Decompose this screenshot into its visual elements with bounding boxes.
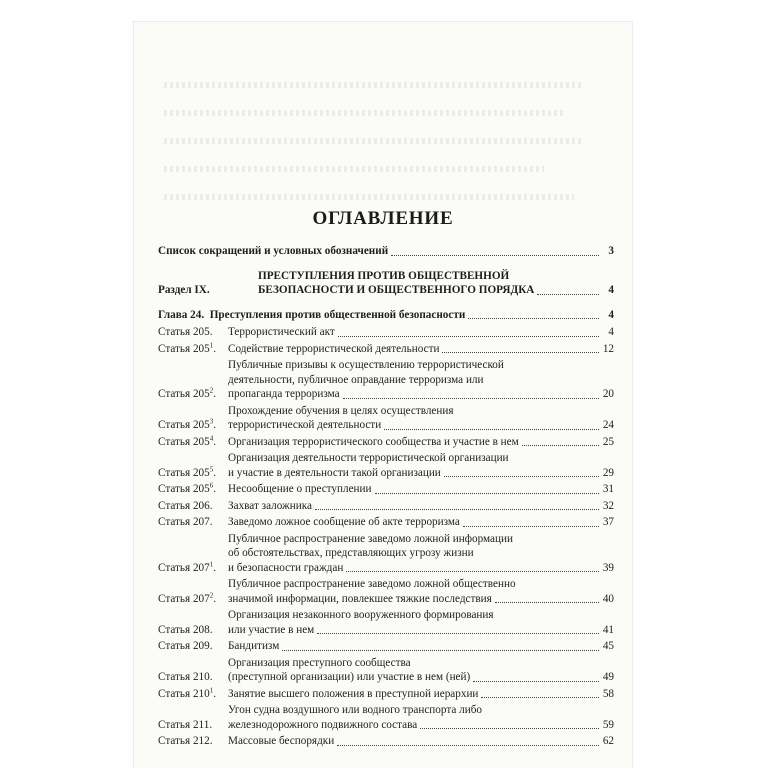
article-word: Статья: [158, 499, 191, 512]
page-number: 25: [602, 435, 614, 448]
toc-entry-article[interactable]: [158, 404, 614, 433]
article-label: [158, 499, 228, 514]
leader-dots: [346, 571, 599, 572]
article-label: [158, 670, 228, 685]
article-title-line: Организация деятельности террористической организации: [228, 452, 509, 464]
article-word: Статья: [158, 671, 191, 683]
leader-dots: [522, 445, 599, 446]
toc-entry-article[interactable]: [158, 499, 614, 514]
article-superscript: 3: [209, 417, 214, 426]
page-number: 32: [602, 499, 614, 512]
page-number: 3: [608, 245, 614, 257]
page-number: 24: [602, 419, 614, 431]
leader-dots: [444, 476, 599, 477]
book-page: [134, 22, 632, 768]
article-number-dot: .: [213, 687, 217, 700]
article-number: 205: [192, 388, 210, 400]
article-title-line: (преступной организации) или участие в нем (ней): [228, 671, 471, 683]
leader-dots: [473, 681, 599, 682]
toc-entry-article[interactable]: [158, 435, 614, 450]
article-word: Статья: [158, 388, 191, 400]
page-number: 45: [602, 640, 614, 652]
section-title-line: БЕЗОПАСНОСТИ И ОБЩЕСТВЕННОГО ПОРЯДКА: [258, 284, 535, 296]
section-title-line: ПРЕСТУПЛЕНИЯ ПРОТИВ ОБЩЕСТВЕННОЙ: [258, 269, 510, 282]
article-word: Статья: [158, 561, 191, 574]
article-label: [158, 435, 228, 450]
article-number: 205: [192, 466, 210, 479]
article-title-line: Публичное распространение заведомо ложной информации: [228, 532, 513, 545]
article-label: [158, 718, 228, 733]
toc-entry-article[interactable]: [158, 358, 614, 402]
article-number: 205.: [192, 326, 213, 338]
article-title-line: пропаганда терроризма: [228, 388, 340, 400]
toc-entry-article[interactable]: [158, 687, 614, 702]
article-word: Статья: [158, 342, 191, 355]
leader-dots: [343, 398, 599, 399]
article-superscript: 2: [209, 590, 214, 599]
article-number: 210: [192, 687, 210, 700]
article-label: [158, 515, 228, 530]
article-label: [158, 592, 228, 607]
article-word: Статья: [158, 735, 191, 747]
page-number: 4: [608, 308, 614, 321]
article-superscript: 2: [209, 386, 214, 395]
article-superscript: 1: [209, 559, 214, 568]
article-title-line: и безопасности граждан: [228, 561, 344, 574]
toc-entry-abbreviations[interactable]: [158, 244, 614, 259]
page-number: 59: [602, 718, 614, 731]
article-label: [158, 482, 228, 497]
article-word: Статья: [158, 326, 191, 338]
article-superscript: 1: [209, 340, 214, 349]
article-title-line: Несообщение о преступлении: [228, 483, 372, 495]
leader-dots: [337, 745, 599, 746]
toc-entry-chapter[interactable]: [158, 308, 614, 323]
article-superscript: 6: [209, 481, 214, 490]
article-number: 211.: [192, 718, 213, 731]
article-word: Статья: [158, 435, 191, 448]
toc-entry-article[interactable]: [158, 532, 614, 576]
article-word: Статья: [158, 687, 191, 700]
page-number: 62: [602, 735, 614, 747]
article-number-dot: .: [213, 419, 217, 431]
article-word: Статья: [158, 718, 191, 731]
article-number-dot: .: [213, 561, 217, 574]
article-title-line: Публичное распространение заведомо ложной общественно: [228, 578, 516, 590]
article-number-dot: .: [213, 435, 217, 448]
article-superscript: 4: [209, 433, 214, 442]
article-list: [158, 325, 614, 749]
article-label: [158, 466, 228, 481]
article-label: [158, 561, 228, 576]
page-number: 49: [602, 671, 614, 683]
article-number: 208.: [192, 623, 213, 636]
toc-entry-text: Список сокращений и условных обозначений: [158, 245, 389, 257]
toc-entry-article[interactable]: [158, 703, 614, 732]
article-number: 209.: [192, 640, 213, 652]
page-number: 39: [602, 561, 614, 574]
leader-dots: [384, 429, 599, 430]
table-of-contents: [158, 244, 614, 751]
page-number: 58: [602, 687, 614, 700]
article-title-line: Занятие высшего положения в преступной иерархии: [228, 687, 479, 700]
article-title-line: Организация незаконного вооруженного формирования: [228, 609, 494, 621]
article-word: Статья: [158, 623, 191, 636]
article-label: [158, 418, 228, 433]
article-superscript: 1: [209, 685, 214, 694]
article-title-line: Захват заложника: [228, 499, 312, 512]
article-title-line: Террористический акт: [228, 326, 335, 338]
leader-dots: [420, 728, 599, 729]
leader-dots: [338, 336, 599, 337]
article-title-line: Бандитизм: [228, 640, 280, 652]
leader-dots: [442, 352, 599, 353]
page-number: 12: [602, 342, 614, 355]
article-label: [158, 325, 228, 340]
article-label: [158, 387, 228, 402]
page-number: 41: [602, 623, 614, 636]
leader-dots: [468, 318, 599, 319]
toc-entry-article[interactable]: [158, 482, 614, 497]
article-title-line: Угон судна воздушного или водного транспорта либо: [228, 704, 482, 716]
toc-entry-article[interactable]: [158, 734, 614, 749]
page-number: 37: [602, 516, 614, 528]
article-number: 210.: [192, 671, 213, 683]
article-number: 207.: [192, 516, 213, 528]
leader-dots: [537, 294, 599, 295]
page-number: 31: [602, 483, 614, 495]
article-number: 205: [192, 435, 210, 448]
article-number: 207: [192, 561, 210, 574]
leader-dots: [463, 526, 599, 527]
article-label: [158, 687, 228, 702]
page-number: 40: [602, 592, 614, 605]
article-word: Статья: [158, 466, 191, 479]
leader-dots: [317, 633, 599, 634]
page-number: 4: [608, 284, 614, 296]
article-word: Статья: [158, 419, 191, 431]
section-label: Раздел IX.: [158, 284, 210, 296]
page-number: 4: [608, 326, 614, 338]
article-word: Статья: [158, 483, 191, 495]
page-title: ОГЛАВЛЕНИЕ: [312, 208, 454, 229]
leader-dots: [282, 650, 599, 651]
article-title-line: Организация преступного сообщества: [228, 656, 411, 669]
article-title-line: значимой информации, повлекшее тяжкие последствия: [228, 592, 492, 605]
article-title-line: и участие в деятельности такой организации: [228, 466, 441, 479]
toc-entry-article[interactable]: [158, 342, 614, 357]
toc-entry-article[interactable]: [158, 451, 614, 480]
leader-dots: [495, 602, 599, 603]
toc-entry-article[interactable]: [158, 639, 614, 654]
article-title-line: Прохождение обучения в целях осуществления: [228, 404, 454, 417]
article-number-dot: .: [213, 342, 217, 355]
toc-entry-article[interactable]: [158, 656, 614, 685]
leader-dots: [315, 509, 599, 510]
article-title-line: об обстоятельствах, представляющих угрозу жизни: [228, 547, 474, 559]
article-title-line: Содействие террористической деятельности: [228, 342, 440, 355]
article-label: [158, 342, 228, 357]
article-number-dot: .: [213, 592, 217, 605]
article-title-line: Массовые беспорядки: [228, 735, 335, 747]
article-word: Статья: [158, 516, 191, 528]
article-title-line: Публичные призывы к осуществлению террористической: [228, 359, 504, 371]
article-title-line: Организация террористического сообщества и участие в нем: [228, 435, 519, 448]
article-title-line: Заведомо ложное сообщение об акте терроризма: [228, 516, 460, 528]
toc-entry-article[interactable]: [158, 577, 614, 606]
article-title-line: или участие в нем: [228, 623, 315, 636]
article-word: Статья: [158, 640, 191, 652]
article-number-dot: .: [213, 483, 217, 495]
article-number: 206.: [192, 499, 213, 512]
article-number: 207: [192, 592, 210, 605]
leader-dots: [391, 255, 599, 256]
toc-entry-article[interactable]: [158, 608, 614, 637]
page-number: 29: [602, 466, 614, 479]
article-word: Статья: [158, 592, 191, 605]
toc-entry-section[interactable]: [158, 269, 614, 298]
article-label: [158, 623, 228, 638]
article-number: 205: [192, 342, 210, 355]
article-label: [158, 639, 228, 654]
article-number: 205: [192, 419, 210, 431]
article-number: 212.: [192, 735, 213, 747]
leader-dots: [481, 697, 599, 698]
toc-entry-text: Глава 24. Преступления против общественной безопасности: [158, 308, 466, 321]
article-label: [158, 734, 228, 749]
leader-dots: [375, 493, 600, 494]
article-number-dot: .: [213, 466, 217, 479]
page-number: 20: [602, 388, 614, 400]
toc-entry-article[interactable]: [158, 515, 614, 530]
article-title-line: железнодорожного подвижного состава: [228, 718, 418, 731]
toc-entry-article[interactable]: [158, 325, 614, 340]
article-title-line: террористической деятельности: [228, 419, 382, 431]
article-number-dot: .: [213, 388, 217, 400]
article-title-line: деятельности, публичное оправдание терроризма или: [228, 373, 484, 386]
article-number: 205: [192, 483, 210, 495]
article-superscript: 5: [209, 464, 214, 473]
